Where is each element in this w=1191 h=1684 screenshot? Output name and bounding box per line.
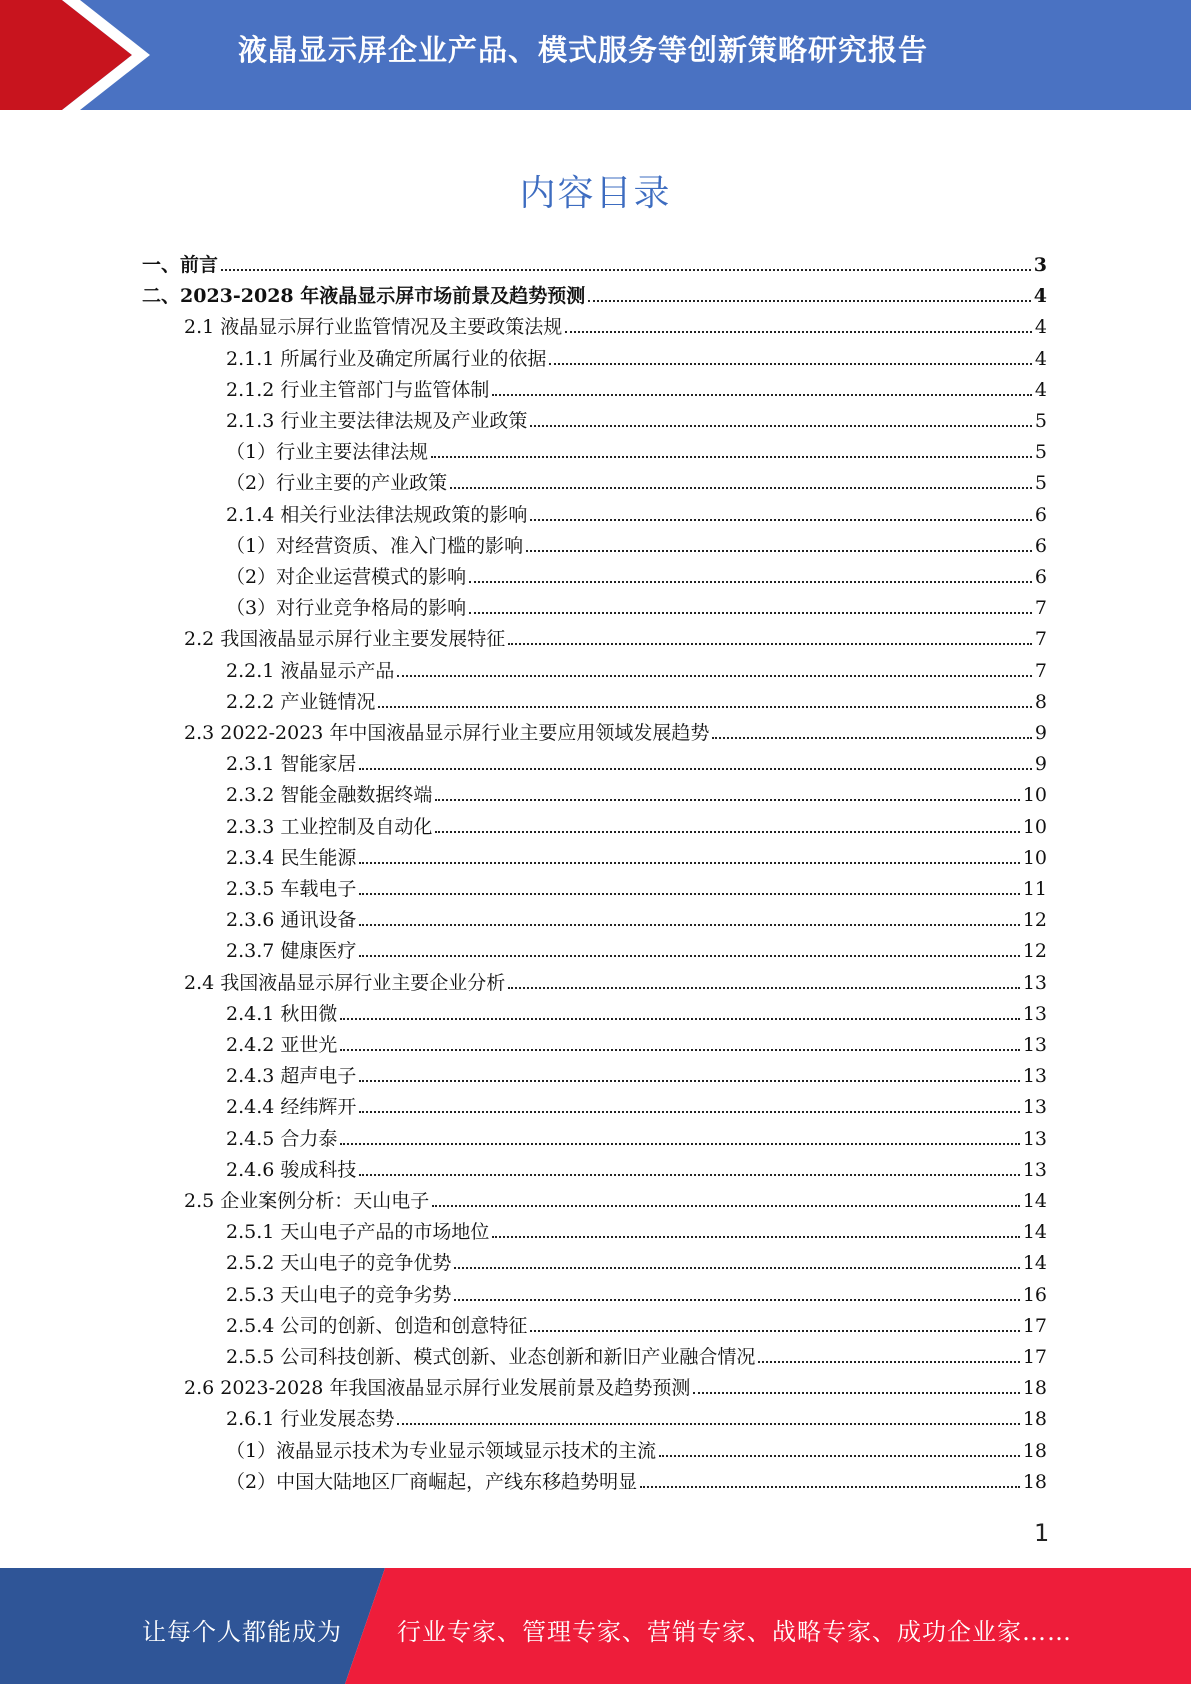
toc-entry-page: 7: [1034, 597, 1047, 619]
toc-entry-page: 6: [1034, 535, 1047, 557]
toc-entry-page: 14: [1022, 1221, 1047, 1243]
toc-entry[interactable]: [226, 1345, 1047, 1369]
toc-entry-label: 2.4 我国液晶显示屏行业主要企业分析: [184, 972, 506, 994]
toc-entry-page: 18: [1022, 1471, 1047, 1493]
toc-dot-leader: [359, 767, 1032, 770]
toc-entry-page: 14: [1022, 1190, 1047, 1212]
toc-entry[interactable]: [184, 721, 1047, 745]
toc-entry-label: 2.4.6 骏成科技: [226, 1159, 357, 1181]
toc-entry-page: 9: [1034, 753, 1047, 775]
toc-entry-page: 18: [1022, 1408, 1047, 1430]
toc-entry-label: 2.6 2023-2028 年我国液晶显示屏行业发展前景及趋势预测: [184, 1377, 691, 1399]
toc-dot-leader: [397, 674, 1032, 677]
toc-entry-label: （1）对经营资质、准入门槛的影响: [226, 535, 524, 557]
toc-entry-page: 10: [1022, 816, 1047, 838]
toc-entry-label: 2.3.3 工业控制及自动化: [226, 816, 433, 838]
toc-entry-page: 14: [1022, 1252, 1047, 1274]
toc-entry[interactable]: [226, 1314, 1047, 1338]
footer-banner: [0, 1568, 1191, 1684]
toc-dot-leader: [758, 1360, 1019, 1363]
toc-dot-leader: [565, 330, 1032, 333]
toc-dot-leader: [469, 611, 1032, 614]
toc-entry-page: 4: [1033, 285, 1047, 307]
toc-entry-label: 2.4.5 合力泰: [226, 1128, 338, 1150]
toc-dot-leader: [435, 830, 1019, 833]
toc-entry[interactable]: [184, 1376, 1047, 1400]
toc-entry-page: 13: [1022, 1065, 1047, 1087]
toc-entry-label: 2.5.2 天山电子的竞争优势: [226, 1252, 452, 1274]
toc-dot-leader: [588, 299, 1031, 302]
toc-entry[interactable]: [184, 627, 1047, 651]
toc-entry-page: 10: [1022, 784, 1047, 806]
toc-entry-label: （2）中国大陆地区厂商崛起，产线东移趋势明显: [226, 1471, 638, 1493]
toc-entry-page: 9: [1034, 722, 1047, 744]
toc-entry-page: 18: [1022, 1377, 1047, 1399]
toc-entry[interactable]: [226, 815, 1047, 839]
toc-entry-label: 2.3 2022-2023 年中国液晶显示屏行业主要应用领域发展趋势: [184, 722, 710, 744]
toc-dot-leader: [712, 736, 1031, 739]
toc-entry[interactable]: [226, 503, 1047, 527]
toc-entry[interactable]: [142, 253, 1047, 277]
toc-entry[interactable]: [184, 1189, 1047, 1213]
toc-entry-label: 2.1 液晶显示屏行业监管情况及主要政策法规: [184, 316, 563, 338]
toc-entry-label: 2.5.5 公司科技创新、模式创新、业态创新和新旧产业融合情况: [226, 1346, 756, 1368]
toc-dot-leader: [359, 1173, 1019, 1176]
toc-dot-leader: [359, 1110, 1019, 1113]
toc-entry-label: 2.1.1 所属行业及确定所属行业的依据: [226, 348, 547, 370]
toc-entry-label: 2.3.2 智能金融数据终端: [226, 784, 433, 806]
toc-entry-page: 7: [1034, 660, 1047, 682]
toc-entry[interactable]: [226, 877, 1047, 901]
toc-entry[interactable]: [226, 1220, 1047, 1244]
toc-entry-page: 13: [1022, 1003, 1047, 1025]
toc-entry-page: 16: [1022, 1284, 1047, 1306]
toc-dot-leader: [526, 549, 1032, 552]
toc-entry[interactable]: [226, 565, 1047, 589]
toc-entry-page: 13: [1022, 1034, 1047, 1056]
report-title: 液晶显示屏企业产品、模式服务等创新策略研究报告: [238, 33, 929, 67]
toc-dot-leader: [454, 1266, 1019, 1269]
toc-entry-page: 8: [1034, 691, 1047, 713]
toc-entry-label: 2.3.4 民生能源: [226, 847, 357, 869]
footer-tagline: 行业专家、管理专家、营销专家、战略专家、成功企业家……: [397, 1618, 1072, 1646]
toc-dot-leader: [492, 393, 1032, 396]
toc-entry[interactable]: [226, 1407, 1047, 1431]
toc-entry[interactable]: [226, 471, 1047, 495]
toc-entry-label: 2.4.2 亚世光: [226, 1034, 338, 1056]
toc-entry-label: 2.2.2 产业链情况: [226, 691, 376, 713]
toc-entry-label: 2.5.1 天山电子产品的市场地位: [226, 1221, 490, 1243]
toc-entry[interactable]: [226, 1251, 1047, 1275]
toc-dot-leader: [378, 705, 1032, 708]
toc-entry-label: 2.3.6 通讯设备: [226, 909, 357, 931]
toc-entry[interactable]: [184, 315, 1047, 339]
toc-entry-label: 2.2.1 液晶显示产品: [226, 660, 395, 682]
toc-entry[interactable]: [226, 659, 1047, 683]
toc-entry-page: 5: [1034, 410, 1047, 432]
toc-entry[interactable]: [226, 596, 1047, 620]
toc-entry[interactable]: [226, 1064, 1047, 1088]
toc-dot-leader: [359, 892, 1019, 895]
toc-entry[interactable]: [226, 939, 1047, 963]
toc-entry-page: 6: [1034, 566, 1047, 588]
toc-entry[interactable]: [226, 783, 1047, 807]
toc-dot-leader: [359, 954, 1019, 957]
toc-entry-page: 6: [1034, 504, 1047, 526]
toc-dot-leader: [340, 1048, 1019, 1051]
toc-entry-label: 2.3.1 智能家居: [226, 753, 357, 775]
toc-entry-page: 18: [1022, 1440, 1047, 1462]
toc-entry[interactable]: [226, 378, 1047, 402]
toc-entry-label: 2.5.3 天山电子的竞争劣势: [226, 1284, 452, 1306]
toc-entry-page: 13: [1022, 1128, 1047, 1150]
toc-entry[interactable]: [226, 846, 1047, 870]
toc-dot-leader: [530, 1329, 1019, 1332]
toc-entry[interactable]: [226, 1095, 1047, 1119]
toc-entry-label: （1）行业主要法律法规: [226, 441, 429, 463]
toc-entry-page: 12: [1022, 940, 1047, 962]
toc-entry[interactable]: [226, 1002, 1047, 1026]
toc-entry-label: （3）对行业竞争格局的影响: [226, 597, 467, 619]
toc-dot-leader: [359, 923, 1019, 926]
toc-entry-page: 4: [1034, 379, 1047, 401]
toc-entry-page: 11: [1022, 878, 1047, 900]
toc-entry-page: 10: [1022, 847, 1047, 869]
footer-slogan: 让每个人都能成为: [142, 1618, 342, 1646]
toc-entry[interactable]: [226, 1127, 1047, 1151]
toc-dot-leader: [340, 1017, 1019, 1020]
toc-entry-page: 13: [1022, 1096, 1047, 1118]
toc-entry-label: 2.1.3 行业主要法律法规及产业政策: [226, 410, 528, 432]
toc-entry-page: 7: [1034, 628, 1047, 650]
toc-entry-label: （2）对企业运营模式的影响: [226, 566, 467, 588]
toc-entry[interactable]: [226, 752, 1047, 776]
toc-dot-leader: [450, 486, 1032, 489]
toc-entry-page: 5: [1034, 472, 1047, 494]
toc-entry-label: 2.2 我国液晶显示屏行业主要发展特征: [184, 628, 506, 650]
toc-entry-label: 2.4.3 超声电子: [226, 1065, 357, 1087]
toc-entry-label: 2.4.4 经纬辉开: [226, 1096, 357, 1118]
toc-dot-leader: [492, 1235, 1019, 1238]
toc-entry[interactable]: [226, 690, 1047, 714]
toc-entry-label: （1）液晶显示技术为专业显示领域显示技术的主流: [226, 1440, 657, 1462]
toc-entry-label: 2.3.7 健康医疗: [226, 940, 357, 962]
toc-entry-page: 3: [1033, 254, 1047, 276]
toc-dot-leader: [397, 1422, 1019, 1425]
toc-dot-leader: [530, 518, 1032, 521]
toc-entry-label: 2.6.1 行业发展态势: [226, 1408, 395, 1430]
toc-entry-label: 二、2023-2028 年液晶显示屏市场前景及趋势预测: [142, 285, 586, 307]
toc-dot-leader: [432, 1204, 1020, 1207]
toc-dot-leader: [508, 986, 1020, 989]
toc-dot-leader: [508, 642, 1032, 645]
toc-entry-page: 17: [1022, 1346, 1047, 1368]
header-banner: [0, 0, 1191, 110]
toc-entry-label: 2.1.2 行业主管部门与监管体制: [226, 379, 490, 401]
toc-entry-label: 2.1.4 相关行业法律法规政策的影响: [226, 504, 528, 526]
toc-entry[interactable]: [142, 284, 1047, 308]
toc-dot-leader: [431, 455, 1032, 458]
toc-entry[interactable]: [226, 1158, 1047, 1182]
page-number: 1: [1034, 1519, 1050, 1547]
toc-entry-page: 4: [1034, 316, 1047, 338]
toc-entry[interactable]: [226, 440, 1047, 464]
toc-entry[interactable]: [226, 347, 1047, 371]
toc-entry[interactable]: [226, 1470, 1047, 1494]
toc-dot-leader: [340, 1142, 1019, 1145]
toc-dot-leader: [454, 1298, 1019, 1301]
toc-dot-leader: [693, 1391, 1019, 1394]
toc-entry-page: 17: [1022, 1315, 1047, 1337]
toc-entry[interactable]: [184, 971, 1047, 995]
toc-entry-label: 一、前言: [142, 254, 219, 276]
toc-dot-leader: [359, 861, 1019, 864]
toc-entry[interactable]: [226, 1283, 1047, 1307]
toc-dot-leader: [469, 580, 1032, 583]
toc-dot-leader: [640, 1485, 1020, 1488]
toc-dot-leader: [359, 1079, 1019, 1082]
toc-entry-page: 13: [1022, 1159, 1047, 1181]
toc-entry-label: 2.3.5 车载电子: [226, 878, 357, 900]
toc-entry-label: 2.5 企业案例分析：天山电子: [184, 1190, 430, 1212]
toc-dot-leader: [530, 424, 1032, 427]
toc-entry[interactable]: [226, 908, 1047, 932]
toc-entry-page: 13: [1022, 972, 1047, 994]
toc-entry-page: 12: [1022, 909, 1047, 931]
toc-entry[interactable]: [226, 534, 1047, 558]
toc-dot-leader: [435, 798, 1019, 801]
toc-entry[interactable]: [226, 409, 1047, 433]
toc-dot-leader: [221, 268, 1031, 271]
toc-entry-label: 2.5.4 公司的创新、创造和创意特征: [226, 1315, 528, 1337]
toc-entry[interactable]: [226, 1439, 1047, 1463]
toc-entry[interactable]: [226, 1033, 1047, 1057]
toc-entry-page: 4: [1034, 348, 1047, 370]
toc-entry-label: （2）行业主要的产业政策: [226, 472, 448, 494]
toc-entry-page: 5: [1034, 441, 1047, 463]
toc-entry-label: 2.4.1 秋田微: [226, 1003, 338, 1025]
toc-heading: 内容目录: [519, 173, 672, 214]
toc-dot-leader: [549, 362, 1032, 365]
toc-dot-leader: [659, 1454, 1020, 1457]
